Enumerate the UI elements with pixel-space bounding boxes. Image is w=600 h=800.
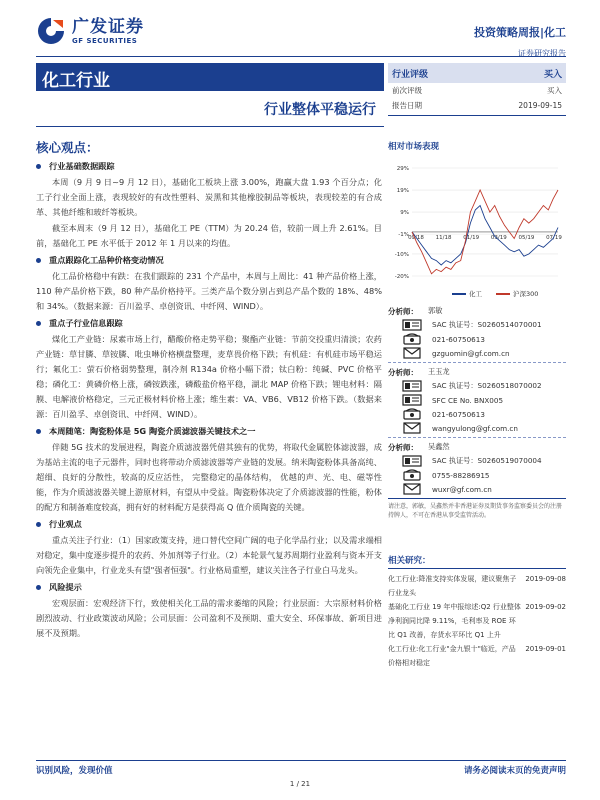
report-date-value: 2019-09-15 [518,101,562,110]
header-divider [36,56,566,57]
analyst-name-row [388,440,566,454]
analyst-divider [388,362,566,363]
analyst-label: 分析师： [388,442,418,452]
report-date-row [388,98,566,113]
section-paragraph: 重点关注子行业：（1）国家政策支持，进口替代空间广阔的电子化学品行业；以及需求端相对稳定，集中度逐步提升的农药、外加剂等子行业。（2）本轮景气复苏周期行业盈利与资本开支向领先企业集中，行业龙头有望"强者恒强"。行业格局重塑，建议关注各子行业白马龙头。 [36,535,382,575]
analyst-contact-text: wangyulong@gf.com.cn [432,423,518,433]
logo-cn-text: 广发证券 [72,16,144,37]
analyst-contact-row[interactable] [388,482,566,496]
industry-banner: 化工行业 [36,63,384,91]
analyst-label: 分析师： [388,306,418,316]
related-item[interactable]: 基础化工行业 19 年中报综述:Q2 行业整体净利润同比降 9.11%，毛利率及 ROE 环比 Q1 改善，存货水平环比 Q1 上升 2019-09-02 [388,603,566,639]
id-card-icon [402,319,426,331]
section-heading: 重点子行业信息跟踪 [36,316,382,331]
x-tick-label: 05/19 [518,234,535,241]
analyst-contact-row [388,379,566,393]
analyst-label: 分析师： [388,367,418,377]
analyst-name-row [388,365,566,379]
analyst-contact-row [388,454,566,468]
logo-en-text: GF SECURITIES [72,36,138,45]
analyst-contact-row [388,318,566,332]
analyst-name: 王玉龙 [428,367,450,376]
phone-icon [402,333,426,345]
core-title: 核心观点： [36,140,99,155]
y-tick-label: -1% [398,232,409,239]
x-tick-label: 11/18 [435,234,452,241]
analyst-contact-row [388,332,566,346]
section-paragraph: 伴随 5G 技术的发展进程，陶瓷介质滤波器凭借其独有的优势，将取代金属腔体滤波器，成为基站主流的电子元器件，同时也将带动介质滤波器等产业链的发展。纳米陶瓷粉体具备高纯、超细、良好的分散性，较高的反应活性， 完整稳定的晶体结构， 优越的声、光、电、磁等性能，作为介质滤波器关键上游原材料，有望从中受益。陶瓷粉体决定了介质滤波器的性能，粉体的配方和制备难度较高，拥有好的材料配方是获得高 Q 值介质陶瓷的关键。 [36,442,382,512]
id-card-icon [402,394,426,406]
y-tick-label: 9% [400,210,409,217]
y-tick-label: -20% [394,274,409,280]
section-paragraph: 化工品价格稳中有跌：在我们跟踪的 231 个产品中，本周与上周比：41 种产品价格上涨，110 种产品价格下跌，80 种产品价格持平。三类产品个数分别占到总产品个数的 18%、48%和 34%。（数据来源：百川盈孚、卓创资讯、中纤网、WIND）。 [36,271,382,311]
rating-header [388,63,566,83]
email-icon [402,422,426,434]
section-paragraph: 截至本周末（9 月 12 日），基础化工 PE（TTM）为 20.24 倍，较前一周上升 2.61%。目前，基础化工 PE 水平低于 2012 年 1 月以来的均值。 [36,223,382,248]
report-headline: 行业整体平稳运行 [264,102,376,118]
phone-icon [402,469,426,481]
headline-divider [36,126,384,127]
y-tick-label: 19% [396,188,409,195]
rating-box [388,63,566,116]
related-item[interactable]: 化工行业:降准支持实体发展，建议聚焦子行业龙头 2019-09-08 [388,575,566,597]
section-paragraph: 本周（9 月 9 日~9 月 12 日），基础化工板块上涨 3.00%，跑赢大盘 1.93 个百分点；化工子行业全面上涨，表现较好的有改性塑料、炭黑和其他橡胶制品等板块，表现较差的有合成革、其他纤维和玻纤等板块。 [36,177,382,217]
footer-disclaimer-note: 请务必阅读末页的免责声明 [463,766,566,776]
id-card-icon [402,380,426,392]
id-card-icon [402,455,426,467]
company-logo [36,16,144,46]
bullet-icon [36,164,41,169]
analyst-contact-row [388,468,566,482]
y-tick-label: -10% [394,251,409,258]
rating-label: 行业评级 [392,69,429,80]
bullet-icon [36,522,41,527]
main-content [36,140,382,641]
analyst-contact-row [388,393,566,407]
phone-icon [402,408,426,420]
x-tick-label: 01/19 [463,234,480,241]
section-paragraph: 煤化工产业链：尿素市场上行，醋酸价格走势平稳；聚酯产业链：节前交投重归清淡；农药产业链：草甘膦、草铵膦、吡虫啉价格横盘整理，麦草畏价格下跌；有机硅：有机硅市场平稳运行；氟化工：萤石价格弱势整理，制冷剂 R134a 价格小幅下滑；钛白粉：纯碱、PVC 价格平稳；磷化工：黄磷价格上涨，磷铵跌涨，磷酸盐价格平稳，湖北 MAP 价格下跌；锂电材料：隔膜、电解液价格稳定，三元正极材料价格上涨；维生素：VA、VB6、VB12 价格下跌。（数据来源：百川盈孚、卓创资讯、中纤网、WIND）。 [36,334,382,419]
section-heading: 重点跟踪化工品种价格变动情况 [36,253,382,268]
y-tick-label: 29% [396,166,409,172]
section-paragraph: 宏观层面：宏观经济下行，致使相关化工品的需求萎缩的风险；行业层面：大宗原材料价格剧烈波动、行业政策波动风险；公司层面：公司盈利不及预期、重大安全、环保事故、新项目进展不及预期。 [36,598,382,638]
analyst-name-row [388,304,566,318]
section-heading: 行业观点 [36,517,382,532]
x-tick-label: 09/18 [408,234,424,241]
analyst-bottom-divider [388,498,566,499]
bullet-icon [36,321,41,326]
analyst-contact-text: 021-60750613 [432,334,485,344]
email-icon [402,347,426,359]
related-item[interactable]: 化工行业:化工行业"金九银十"临近，产品价格相对稳定 2019-09-01 [388,645,566,667]
prev-rating-row [388,83,566,98]
related-title: 相关研究： [388,554,566,569]
analyst-contact-text: gzguomin@gf.com.cn [432,348,510,358]
report-type-title: 投资策略周报|化工 [473,26,566,39]
chart-svg [388,158,566,288]
related-research [388,554,566,670]
prev-rating-label: 前次评级 [392,86,422,95]
analyst-disclaimer: 请注意，郭敏，吴鑫然并非香港证券及期货事务监察委员会的注册持牌人，不可在香港从事受监管活动。 [388,503,563,519]
bullet-icon [36,429,41,434]
x-tick-label: 03/19 [490,234,507,241]
rating-divider [388,115,566,116]
chart-legend [452,289,538,298]
analyst-contact-text: SAC 执证号：S0260519070004 [432,456,542,465]
analyst-name: 郭敏 [428,306,443,315]
report-subtitle: 证券研究报告 [518,49,566,58]
analyst-contact-text: wuxr@gf.com.cn [432,484,492,494]
analyst-contact-row[interactable] [388,346,566,360]
analyst-name: 吴鑫然 [428,442,450,451]
analyst-contact-text: SFC CE No. BNX005 [432,395,504,405]
prev-rating-value: 买入 [547,86,562,95]
footer-divider [36,760,566,761]
rating-value: 买入 [543,69,562,80]
chart-title: 相对市场表现 [388,142,440,152]
analyst-section [388,304,566,520]
section-heading: 风险提示 [36,580,382,595]
page-number: 1 / 21 [289,780,311,788]
section-heading: 本周随笔：陶瓷粉体是 5G 陶瓷介质滤波器关键技术之一 [36,424,382,439]
analyst-contact-text: 0755-88286915 [432,470,490,480]
x-tick-label: 07/19 [546,234,562,241]
legend-item-hs300: 沪深300 [496,289,538,298]
analyst-contact-text: 021-60750613 [432,409,485,419]
report-date-label: 报告日期 [392,101,422,110]
analyst-contact-text: SAC 执证号：S0260518070002 [432,381,542,390]
gf-logo-icon [36,16,66,46]
bullet-icon [36,258,41,263]
analyst-divider [388,437,566,438]
analyst-contact-text: SAC 执证号：S0260514070001 [432,320,542,329]
analyst-contact-row [388,407,566,421]
footer-slogan: 识别风险，发现价值 [36,766,113,776]
relative-performance-chart [388,158,566,298]
legend-item-chem: 化工 [452,289,482,298]
series-line-0 [412,206,558,266]
analyst-contact-row[interactable] [388,421,566,435]
bullet-icon [36,585,41,590]
email-icon [402,483,426,495]
section-heading: 行业基础数据跟踪 [36,159,382,174]
